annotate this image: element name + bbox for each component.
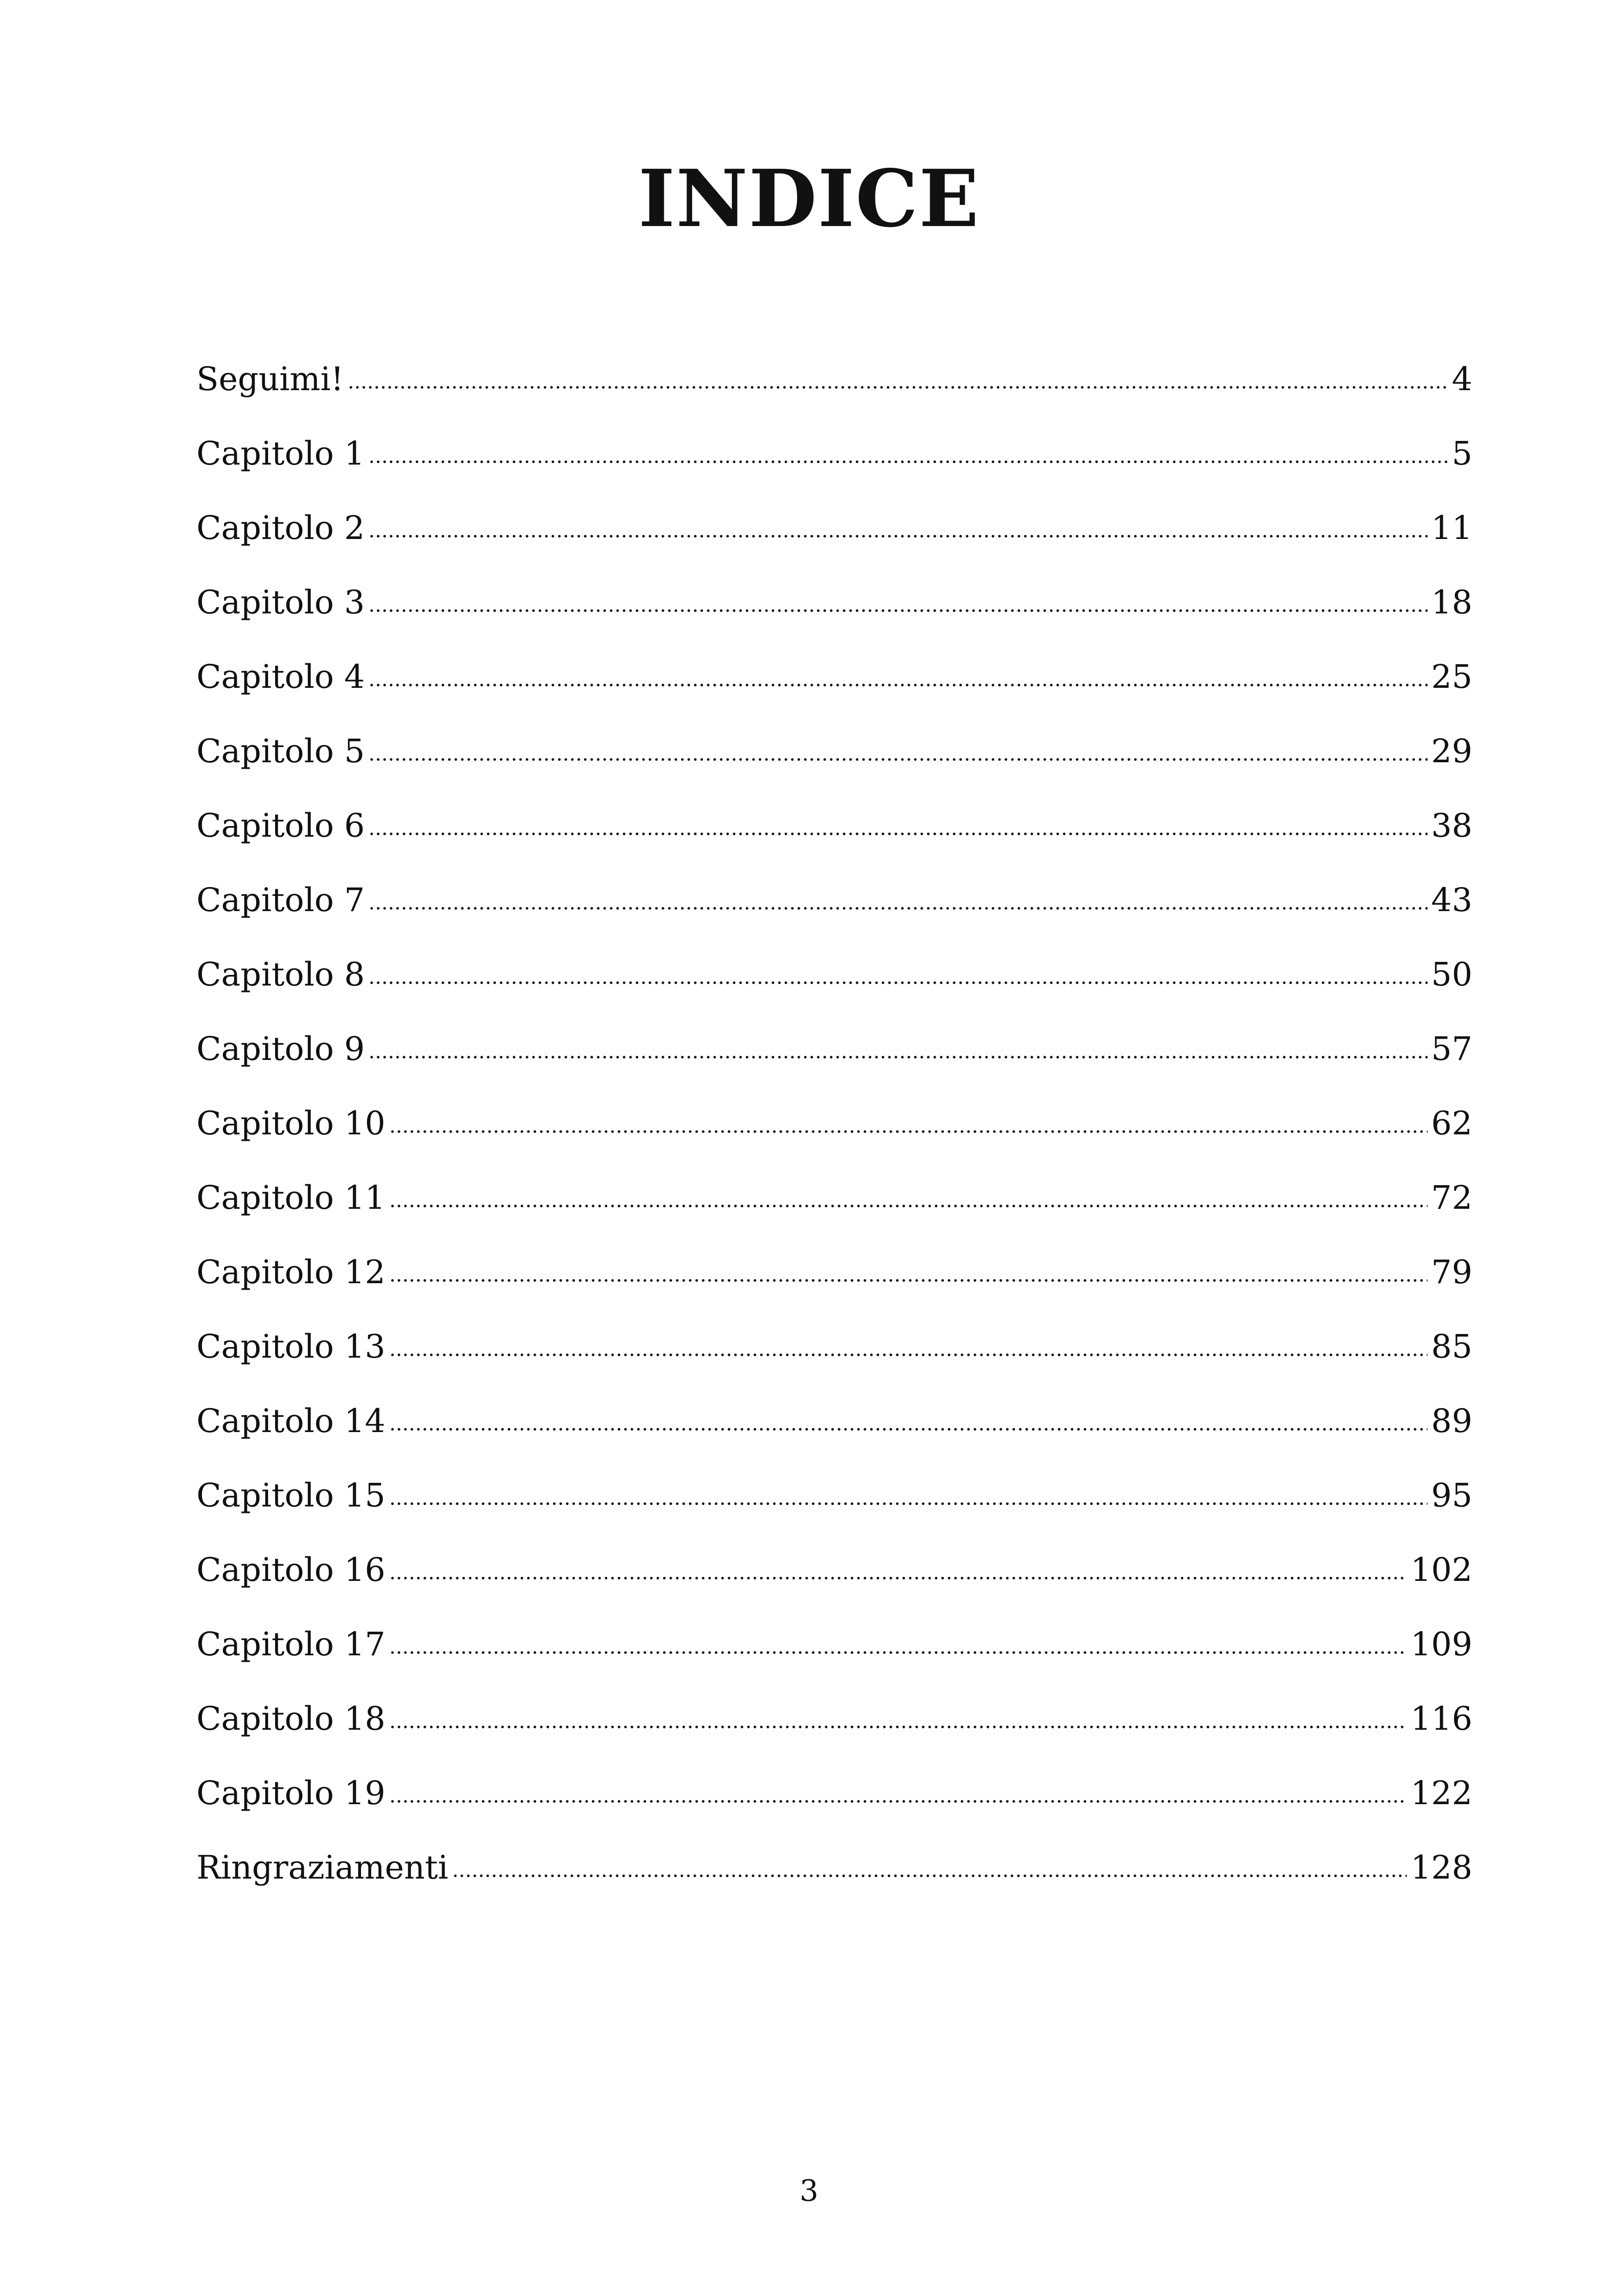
table-of-contents xyxy=(196,356,1472,1919)
toc-dot-leader xyxy=(368,609,1428,612)
toc-entry-label: Ringraziamenti xyxy=(196,1849,448,1886)
toc-dot-leader xyxy=(368,1055,1428,1059)
toc-entry-page-number: 57 xyxy=(1431,1030,1472,1068)
toc-dot-leader xyxy=(368,460,1448,464)
toc-entry[interactable] xyxy=(196,579,1472,654)
toc-entry-page-number: 95 xyxy=(1431,1476,1472,1514)
toc-entry-page-number: 5 xyxy=(1452,435,1472,472)
toc-entry[interactable] xyxy=(196,1621,1472,1696)
toc-entry[interactable] xyxy=(196,1398,1472,1472)
toc-entry[interactable] xyxy=(196,1472,1472,1547)
page-title: INDICE xyxy=(638,153,980,245)
toc-entry-label: Capitolo 2 xyxy=(196,509,365,547)
toc-entry-label: Capitolo 7 xyxy=(196,881,365,919)
toc-entry-label: Capitolo 19 xyxy=(196,1774,386,1812)
toc-entry[interactable] xyxy=(196,1844,1472,1919)
toc-dot-leader xyxy=(452,1874,1407,1878)
toc-entry[interactable] xyxy=(196,1249,1472,1323)
toc-dot-leader xyxy=(368,981,1428,985)
toc-entry-label: Capitolo 18 xyxy=(196,1700,386,1738)
toc-entry-label: Capitolo 17 xyxy=(196,1625,386,1663)
toc-entry-label: Capitolo 1 xyxy=(196,435,365,472)
toc-dot-leader xyxy=(389,1204,1428,1208)
toc-entry-page-number: 50 xyxy=(1431,955,1472,993)
toc-dot-leader xyxy=(368,832,1428,836)
toc-entry-page-number: 11 xyxy=(1431,509,1472,547)
toc-entry-page-number: 4 xyxy=(1452,360,1472,398)
toc-entry-page-number: 109 xyxy=(1410,1625,1472,1663)
toc-entry-label: Capitolo 4 xyxy=(196,658,365,696)
toc-entry-page-number: 18 xyxy=(1431,583,1472,621)
toc-entry-page-number: 116 xyxy=(1410,1700,1472,1738)
toc-dot-leader xyxy=(368,534,1428,538)
page-number: 3 xyxy=(799,2174,819,2208)
toc-entry-label: Capitolo 9 xyxy=(196,1030,365,1068)
toc-entry[interactable] xyxy=(196,1770,1472,1844)
toc-entry-label: Capitolo 5 xyxy=(196,732,365,770)
toc-dot-leader xyxy=(389,1576,1407,1580)
toc-dot-leader xyxy=(389,1279,1428,1282)
toc-entry-page-number: 122 xyxy=(1410,1774,1472,1812)
toc-entry[interactable] xyxy=(196,728,1472,802)
toc-entry[interactable] xyxy=(196,1696,1472,1770)
toc-entry[interactable] xyxy=(196,654,1472,728)
toc-dot-leader xyxy=(389,1427,1428,1431)
toc-entry[interactable] xyxy=(196,1175,1472,1249)
toc-entry-label: Capitolo 15 xyxy=(196,1476,386,1514)
toc-entry[interactable] xyxy=(196,1323,1472,1398)
toc-entry-label: Seguimi! xyxy=(196,360,344,398)
toc-entry-page-number: 72 xyxy=(1431,1179,1472,1217)
toc-dot-leader xyxy=(389,1353,1428,1357)
toc-entry[interactable] xyxy=(196,356,1472,430)
toc-dot-leader xyxy=(389,1502,1428,1506)
toc-entry-page-number: 29 xyxy=(1431,732,1472,770)
toc-entry-label: Capitolo 8 xyxy=(196,955,365,993)
toc-entry-page-number: 25 xyxy=(1431,658,1472,696)
toc-entry-label: Capitolo 3 xyxy=(196,583,365,621)
toc-entry[interactable] xyxy=(196,802,1472,877)
toc-entry[interactable] xyxy=(196,877,1472,951)
toc-entry[interactable] xyxy=(196,505,1472,579)
toc-entry-page-number: 128 xyxy=(1410,1849,1472,1886)
toc-entry-label: Capitolo 6 xyxy=(196,807,365,845)
toc-dot-leader xyxy=(389,1800,1407,1803)
toc-dot-leader xyxy=(368,758,1428,761)
toc-entry-label: Capitolo 12 xyxy=(196,1253,386,1291)
toc-entry[interactable] xyxy=(196,430,1472,505)
toc-dot-leader xyxy=(389,1651,1407,1654)
toc-entry-label: Capitolo 14 xyxy=(196,1402,386,1440)
toc-entry[interactable] xyxy=(196,951,1472,1026)
toc-dot-leader xyxy=(368,906,1428,910)
toc-entry-label: Capitolo 11 xyxy=(196,1179,386,1217)
toc-entry-page-number: 62 xyxy=(1431,1104,1472,1142)
toc-entry-label: Capitolo 16 xyxy=(196,1551,386,1589)
toc-entry-page-number: 102 xyxy=(1410,1551,1472,1589)
toc-entry-page-number: 89 xyxy=(1431,1402,1472,1440)
toc-entry-page-number: 43 xyxy=(1431,881,1472,919)
toc-entry-page-number: 79 xyxy=(1431,1253,1472,1291)
toc-dot-leader xyxy=(389,1130,1428,1133)
toc-entry-label: Capitolo 13 xyxy=(196,1328,386,1365)
toc-entry-page-number: 85 xyxy=(1431,1328,1472,1365)
toc-entry[interactable] xyxy=(196,1026,1472,1100)
toc-entry-page-number: 38 xyxy=(1431,807,1472,845)
toc-entry[interactable] xyxy=(196,1100,1472,1175)
toc-dot-leader xyxy=(389,1725,1407,1729)
toc-entry[interactable] xyxy=(196,1547,1472,1621)
toc-dot-leader xyxy=(348,386,1448,389)
toc-entry-label: Capitolo 10 xyxy=(196,1104,386,1142)
toc-dot-leader xyxy=(368,683,1428,687)
